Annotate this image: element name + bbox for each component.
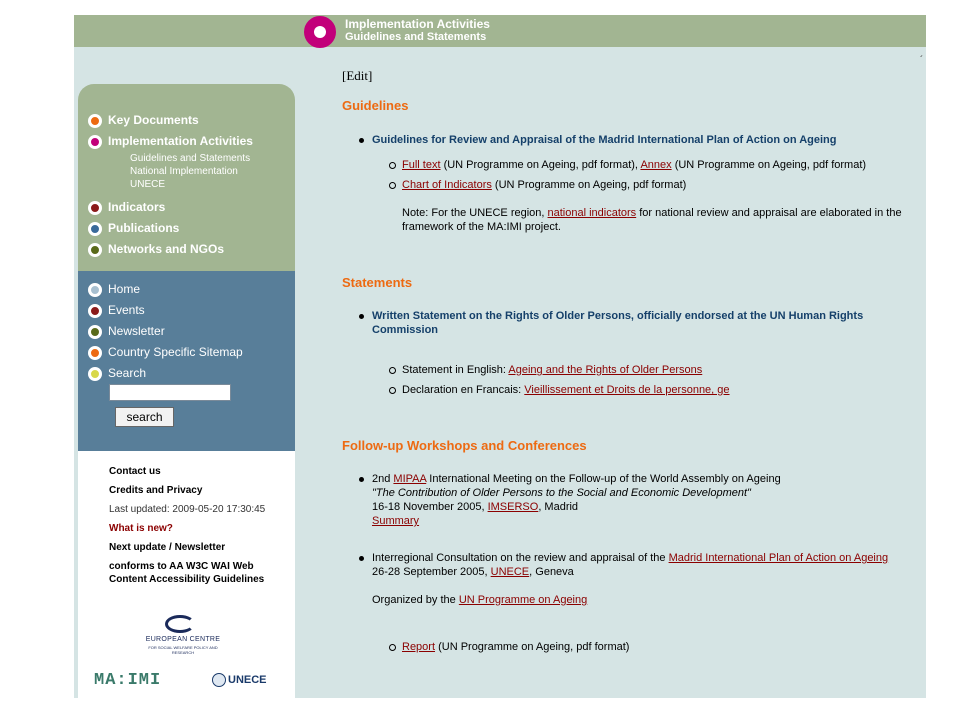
annex-link[interactable]: Annex <box>640 159 672 171</box>
search-button[interactable]: search <box>115 407 174 427</box>
statement-english-link[interactable]: Ageing and the Rights of Older Persons <box>508 364 703 376</box>
statement-french-link[interactable]: Vieillissement et Droits de la personne, ge <box>524 384 730 396</box>
european-centre-logo[interactable] <box>138 615 228 655</box>
header-bar <box>74 15 926 47</box>
bullet-icon <box>88 243 102 257</box>
nav-sub-guidelines[interactable]: Guidelines and Statements <box>130 153 251 164</box>
nav-item-publications[interactable]: Publications <box>78 218 295 239</box>
list-item: Declaration en Francais: Vieillissement et Droits de la personne, ge <box>342 383 922 397</box>
bullet-icon <box>88 222 102 236</box>
secondary-nav <box>78 271 295 451</box>
scroll-marker: ´ <box>920 55 924 66</box>
last-updated: Last updated: 2009-05-20 17:30:45 <box>109 504 266 515</box>
bullet-icon <box>88 325 102 339</box>
bullet-icon <box>88 283 102 297</box>
credits-link[interactable]: Credits and Privacy <box>109 485 203 496</box>
maimi-logo[interactable]: MA:IMI <box>94 671 162 690</box>
contact-link[interactable]: Contact us <box>109 466 161 477</box>
nav-item-search[interactable]: Search <box>78 363 295 384</box>
imserso-link[interactable]: IMSERSO <box>487 501 539 513</box>
chart-of-indicators-link[interactable]: Chart of Indicators <box>402 179 492 191</box>
list-item: Chart of Indicators (UN Programme on Ageing, pdf format) <box>342 178 922 192</box>
nav-item-key-documents[interactable]: Key Documents <box>78 110 295 131</box>
nav-item-home[interactable]: Home <box>78 279 295 300</box>
bullet-icon <box>88 346 102 360</box>
list-item: Statement in English: Ageing and the Rights of Older Persons <box>342 363 922 377</box>
next-update-link[interactable]: Next update / Newsletter <box>109 542 226 553</box>
note-text: Note: For the UNECE region, national indicators for national review and appraisal are elaborated in the framework of the MA:IMI project. <box>402 207 902 233</box>
bullet-icon <box>88 114 102 128</box>
national-indicators-link[interactable]: national indicators <box>547 207 637 219</box>
nav-item-networks[interactable]: Networks and NGOs <box>78 239 295 260</box>
full-text-link[interactable]: Full text <box>402 159 441 171</box>
header-subtitle: Guidelines and Statements <box>345 31 487 43</box>
accessibility-link[interactable]: conforms to AA W3C WAI Web Content Accessibility Guidelines <box>109 561 265 585</box>
ec-ring-icon <box>165 615 195 633</box>
nav-item-newsletter[interactable]: Newsletter <box>78 321 295 342</box>
edit-link[interactable]: [Edit] <box>342 68 373 83</box>
nav-sub-unece[interactable]: UNECE <box>130 179 166 190</box>
summary-link[interactable]: Summary <box>372 515 420 527</box>
guidelines-bullet: Guidelines for Review and Appraisal of the Madrid International Plan of Action on Ageing <box>342 133 922 147</box>
un-globe-icon <box>212 673 226 687</box>
ec-logo-name: EUROPEAN CENTRE <box>145 636 221 643</box>
ec-logo-tagline: FOR SOCIAL WELFARE POLICY AND RESEARCH <box>148 645 218 655</box>
unece-logo[interactable]: UNECE <box>212 673 267 687</box>
search-input[interactable] <box>109 384 231 401</box>
primary-nav <box>78 84 295 271</box>
nav-item-sitemap[interactable]: Country Specific Sitemap <box>78 342 295 363</box>
guidelines-heading: Guidelines <box>342 98 409 113</box>
event-item: 2nd MIPAA International Meeting on the Follow-up of the World Assembly on Ageing "The Contribution of Older Persons to the Social and Economic Development" 16-18 November 2005, IMSERSO, Madrid Summary <box>342 472 922 528</box>
list-item: Full text (UN Programme on Ageing, pdf format), Annex (UN Programme on Ageing, pdf format) <box>342 158 922 172</box>
bullet-icon <box>88 304 102 318</box>
section-circle-icon <box>304 16 336 48</box>
page <box>74 15 926 698</box>
nav-item-events[interactable]: Events <box>78 300 295 321</box>
nav-sub-national-implementation[interactable]: National Implementation <box>130 166 238 177</box>
nav-item-indicators[interactable]: Indicators <box>78 197 295 218</box>
un-programme-link[interactable]: UN Programme on Ageing <box>458 594 588 606</box>
list-item: Report (UN Programme on Ageing, pdf format) <box>342 640 922 654</box>
bullet-icon <box>88 201 102 215</box>
report-link[interactable]: Report <box>402 641 436 653</box>
statements-bullet: Written Statement on the Rights of Older Persons, officially endorsed at the UN Human Rights Commission <box>342 309 922 337</box>
madrid-plan-link[interactable]: Madrid International Plan of Action on Ageing <box>668 552 889 564</box>
unece-link[interactable]: UNECE <box>490 566 530 578</box>
whats-new-link[interactable]: What is new? <box>109 523 173 534</box>
event-item: Interregional Consultation on the review and appraisal of the Madrid International Plan of Action on Ageing 26-28 September 2005, UNECE, Geneva Organized by the UN Programme on Ageing <box>342 551 922 607</box>
nav-item-implementation-activities[interactable]: Implementation Activities <box>78 131 295 152</box>
event-title: "The Contribution of Older Persons to the Social and Economic Development" <box>372 487 751 499</box>
mipaa-link[interactable]: MIPAA <box>393 473 427 485</box>
footer-nav <box>78 451 295 698</box>
statements-heading: Statements <box>342 275 413 290</box>
workshops-heading: Follow-up Workshops and Conferences <box>342 438 587 453</box>
main-content <box>342 68 922 654</box>
header-title: Implementation Activities <box>345 17 490 31</box>
bullet-icon <box>88 367 102 381</box>
bullet-icon <box>88 135 102 149</box>
